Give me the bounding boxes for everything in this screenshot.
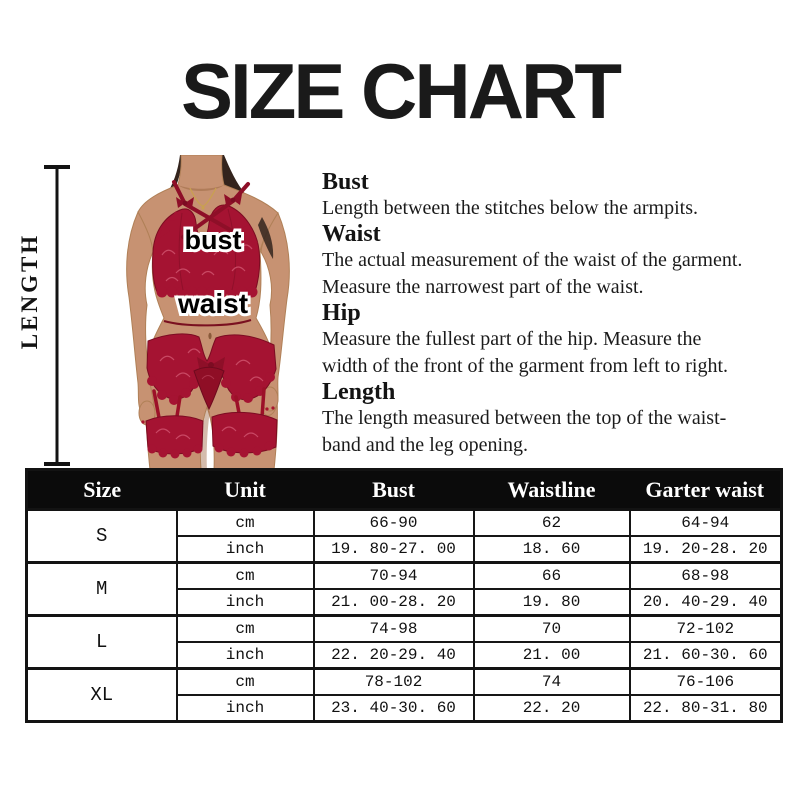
- waistline-cell: 62: [474, 510, 630, 537]
- waistline-cell: 21. 00: [474, 642, 630, 669]
- garter-waist-cell: 64-94: [630, 510, 782, 537]
- garter-waist-cell: 21. 60-30. 60: [630, 642, 782, 669]
- table-row: [27, 616, 782, 643]
- col-header-unit: Unit: [177, 470, 314, 510]
- navel: [208, 333, 211, 339]
- size-xl-cell: XL: [27, 669, 177, 722]
- size-m-cell: M: [27, 563, 177, 616]
- waist-annotation: waist: [177, 288, 249, 319]
- bust-cell: 70-94: [314, 563, 474, 590]
- table-row: [27, 510, 782, 537]
- definition-line: width of the front of the garment from left to right.: [322, 355, 729, 377]
- table-row: [27, 669, 782, 696]
- unit-cell: inch: [177, 536, 314, 563]
- col-header-waistline: Waistline: [474, 470, 630, 510]
- garter-waist-cell: 20. 40-29. 40: [630, 589, 782, 616]
- size-table: [25, 468, 783, 723]
- definition-line: The length measured between the top of the waist-: [322, 407, 727, 429]
- unit-cell: inch: [177, 695, 314, 722]
- col-header-bust: Bust: [314, 470, 474, 510]
- garter-waist-cell: 72-102: [630, 616, 782, 643]
- length-measure-line: [44, 165, 70, 466]
- garter-waist-cell: 22. 80-31. 80: [630, 695, 782, 722]
- waistline-cell: 22. 20: [474, 695, 630, 722]
- bust-cell: 21. 00-28. 20: [314, 589, 474, 616]
- unit-cell: inch: [177, 589, 314, 616]
- size-s-cell: S: [27, 510, 177, 563]
- definition-line: band and the leg opening.: [322, 434, 529, 456]
- product-photo: [90, 155, 315, 470]
- col-header-size: Size: [27, 470, 177, 510]
- waistline-cell: 18. 60: [474, 536, 630, 563]
- col-header-garter-waist: Garter waist: [630, 470, 782, 510]
- unit-cell: cm: [177, 510, 314, 537]
- unit-cell: cm: [177, 563, 314, 590]
- unit-cell: cm: [177, 616, 314, 643]
- bust-cell: 66-90: [314, 510, 474, 537]
- model-left-arm: [127, 212, 155, 425]
- unit-cell: inch: [177, 642, 314, 669]
- bust-cell: 22. 20-29. 40: [314, 642, 474, 669]
- bust-cell: 78-102: [314, 669, 474, 696]
- definition-line: Measure the narrowest part of the waist.: [322, 276, 644, 298]
- definition-line: Measure the fullest part of the hip. Measure the: [322, 328, 702, 350]
- waistline-cell: 74: [474, 669, 630, 696]
- waistline-cell: 66: [474, 563, 630, 590]
- definition-term-waist: Waist: [322, 221, 381, 247]
- length-measure-bar: [56, 169, 59, 462]
- page-title: SIZE CHART: [181, 47, 619, 135]
- waistline-cell: 70: [474, 616, 630, 643]
- unit-cell: cm: [177, 669, 314, 696]
- table-header-row: [27, 470, 782, 510]
- table-row: [27, 563, 782, 590]
- measurement-definitions: [322, 170, 792, 459]
- size-l-cell: L: [27, 616, 177, 669]
- definition-line: The actual measurement of the waist of the garment.: [322, 249, 743, 271]
- bust-annotation: bust: [184, 225, 242, 255]
- bust-cell: 74-98: [314, 616, 474, 643]
- bust-cell: 19. 80-27. 00: [314, 536, 474, 563]
- garter-waist-cell: 19. 20-28. 20: [630, 536, 782, 563]
- waistline-cell: 19. 80: [474, 589, 630, 616]
- definition-term-length: Length: [322, 379, 396, 405]
- definition-term-bust: Bust: [322, 169, 369, 195]
- bust-cell: 23. 40-30. 60: [314, 695, 474, 722]
- definition-term-hip: Hip: [322, 300, 361, 326]
- garter-waist-cell: 68-98: [630, 563, 782, 590]
- garter-waist-cell: 76-106: [630, 669, 782, 696]
- length-label: LENGTH: [17, 232, 42, 350]
- definition-line: Length between the stitches below the armpits.: [322, 197, 699, 219]
